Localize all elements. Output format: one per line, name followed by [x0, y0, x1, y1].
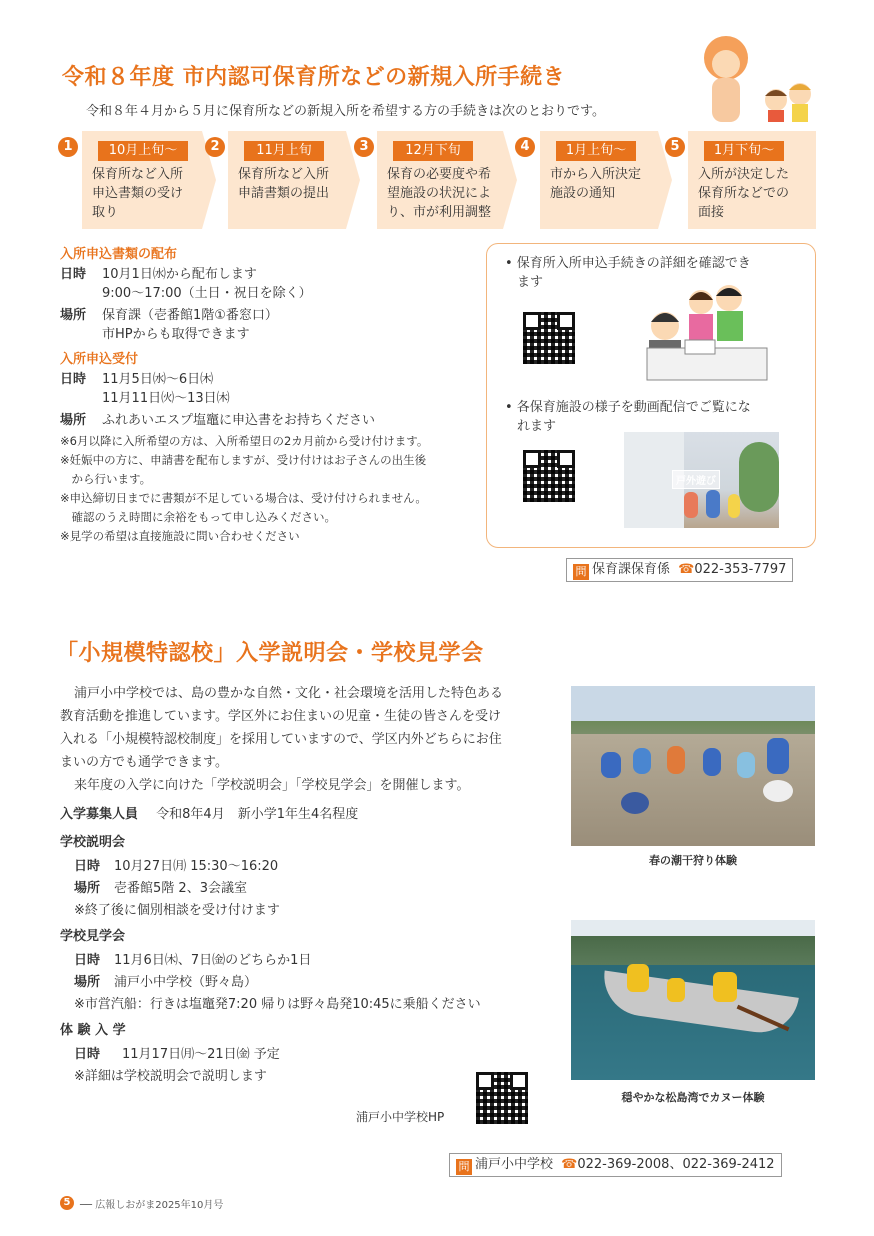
distribution-web: 市HPからも取得できます [102, 327, 250, 342]
step-1 [82, 131, 202, 229]
nursery-video-thumbnail[interactable] [624, 432, 779, 528]
contact-phone: 022-369-2008、022-369-2412 [577, 1157, 775, 1172]
qr-code-icon[interactable] [523, 312, 575, 364]
consultation-illustration [645, 274, 769, 382]
inquiry-icon: 問 [573, 564, 589, 580]
recruit-value: 令和8年4月 新小学1年生4名程度 [156, 807, 359, 822]
step-number: 1 [58, 137, 78, 157]
contact-school [449, 1153, 782, 1177]
step-text-line: 保育所などでの [698, 186, 790, 201]
info-box [486, 243, 816, 548]
step-text-line: 保育所など入所 [238, 167, 330, 182]
note-line: から行います。 [60, 472, 152, 486]
recruit-label: 入学募集人員 [60, 807, 139, 822]
section1-title: 令和８年度 市内認可保育所などの新規入所手続き [62, 65, 566, 90]
step-text-line: 取り [92, 205, 119, 220]
tour-note: ※市営汽船：行きは塩竈発7:20 帰りは野々島発10:45に乗船ください [74, 997, 481, 1012]
footer-text: ── 広報しおがま2025年10月号 [80, 1200, 224, 1211]
para-line: 来年度の入学に向けた「学校説明会」「学校見学会」を開催します。 [74, 778, 470, 793]
contact-dept: 保育課保育係 [592, 562, 671, 577]
step-date: 12月下旬 [393, 141, 473, 161]
place-label: 場所 [74, 881, 101, 896]
contact-childcare [566, 558, 793, 582]
phone-icon: ☎ [678, 562, 695, 577]
tour-heading: 学校見学会 [60, 929, 126, 944]
step-text-line: 保育の必要度や希 [387, 167, 492, 182]
note-line: ※妊娠中の方に、申請書を配布しますが、受け付けはお子さんの出生後 [60, 453, 427, 467]
step-text-line: 申請書類の提出 [238, 186, 330, 201]
info-item1-line2: ます [517, 275, 544, 290]
step-text-line: 申込書類の受け [92, 186, 184, 201]
para-line: 浦戸小中学校では、島の豊かな自然・文化・社会環境を活用した特色ある [74, 686, 504, 701]
note-line: ※6月以降に入所希望の方は、入所希望日の2カ月前から受け付けます。 [60, 434, 429, 448]
reception-heading: 入所申込受付 [60, 352, 139, 367]
step-3 [377, 131, 503, 229]
step-number: 3 [354, 137, 374, 157]
briefing-date: 10月27日㈪ 15:30～16:20 [114, 859, 279, 874]
step-text-line: 施設の通知 [550, 186, 616, 201]
para-line: 入れる「小規模特認校制度」を採用していますので、学区内外どちらにお住 [60, 732, 502, 747]
canoe-photo [571, 920, 815, 1080]
info-item2-line2: れます [517, 419, 557, 434]
distribution-date: 10月1日㈬から配布します [102, 267, 257, 282]
step-2 [228, 131, 346, 229]
school-hp-label: 浦戸小中学校HP [356, 1110, 445, 1124]
date-label: 日時 [74, 953, 101, 968]
step-4 [540, 131, 658, 229]
reception-place: ふれあいエスプ塩竈に申込書をお持ちください [102, 413, 376, 428]
distribution-place: 保育課（壱番館1階①番窓口） [102, 308, 278, 323]
place-label: 場所 [60, 413, 87, 428]
reception-date1: 11月5日㈬～6日㈭ [102, 372, 214, 387]
para-line: まいの方でも通学できます。 [60, 755, 228, 770]
step-text-line: り、市が利用調整 [387, 205, 492, 220]
date-label: 日時 [60, 372, 87, 387]
step-5 [688, 131, 816, 229]
date-label: 日時 [74, 859, 101, 874]
para-line: 教育活動を推進しています。学区外にお住まいの児童・生徒の皆さんを受け [60, 709, 501, 724]
tour-place: 浦戸小中学校（野々島） [114, 975, 258, 990]
step-text-line: 保育所など入所 [92, 167, 184, 182]
tour-date: 11月6日㈭、7日㈮のどちらか1日 [114, 953, 312, 968]
section1-lead: 令和８年４月から５月に保育所などの新規入所を希望する方の手続きは次のとおりです。 [86, 104, 605, 119]
step-number: 2 [205, 137, 225, 157]
step-number: 4 [515, 137, 535, 157]
video-label: 戸外遊び [672, 470, 720, 489]
note-line: ※見学の希望は直接施設に問い合わせください [60, 529, 300, 543]
step-date: 1月上旬～ [556, 141, 636, 161]
trial-date: 11月17日㈪～21日㈮ 予定 [122, 1047, 280, 1062]
photo1-caption: 春の潮干狩り体験 [649, 854, 737, 867]
note-line: 確認のうえ時間に余裕をもって申し込みください。 [60, 510, 336, 524]
step-number: 5 [665, 137, 685, 157]
contact-dept: 浦戸小中学校 [475, 1157, 554, 1172]
page-number: 5 [60, 1196, 74, 1210]
section2-title: 「小規模特認校」入学説明会・学校見学会 [56, 641, 484, 666]
step-date: 10月上旬～ [98, 141, 188, 161]
phone-icon: ☎ [561, 1157, 578, 1172]
date-label: 日時 [60, 267, 87, 282]
qr-code-icon[interactable] [476, 1072, 528, 1124]
trial-note: ※詳細は学校説明会で説明します [74, 1069, 267, 1084]
briefing-note: ※終了後に個別相談を受け付けます [74, 903, 280, 918]
clam-digging-photo [571, 686, 815, 846]
info-item1-line1: • 保育所入所申込手続きの詳細を確認でき [505, 256, 751, 271]
trial-heading: 体 験 入 学 [60, 1023, 126, 1038]
step-date: 11月上旬 [244, 141, 324, 161]
info-item2-line1: • 各保育施設の様子を動画配信でご覧にな [505, 400, 751, 415]
step-text-line: 面接 [698, 205, 725, 220]
step-text-line: 入所が決定した [698, 167, 790, 182]
step-text-line: 望施設の状況によ [387, 186, 492, 201]
qr-code-icon[interactable] [523, 450, 575, 502]
teacher-children-illustration [690, 28, 820, 124]
briefing-heading: 学校説明会 [60, 835, 126, 850]
note-line: ※申込締切日までに書類が不足している場合は、受け付けられません。 [60, 491, 427, 505]
step-text-line: 市から入所決定 [550, 167, 642, 182]
date-label: 日時 [74, 1047, 101, 1062]
distribution-hours: 9:00～17:00（土日・祝日を除く） [102, 286, 312, 301]
briefing-place: 壱番館5階 2、3会議室 [114, 881, 247, 896]
reception-date2: 11月11日㈫～13日㈭ [102, 391, 230, 406]
inquiry-icon: 問 [456, 1159, 472, 1175]
photo2-caption: 穏やかな松島湾でカヌー体験 [621, 1091, 765, 1104]
distribution-heading: 入所申込書類の配布 [60, 247, 178, 262]
step-date: 1月下旬～ [704, 141, 784, 161]
contact-phone: 022-353-7797 [694, 562, 787, 577]
place-label: 場所 [74, 975, 101, 990]
place-label: 場所 [60, 308, 87, 323]
